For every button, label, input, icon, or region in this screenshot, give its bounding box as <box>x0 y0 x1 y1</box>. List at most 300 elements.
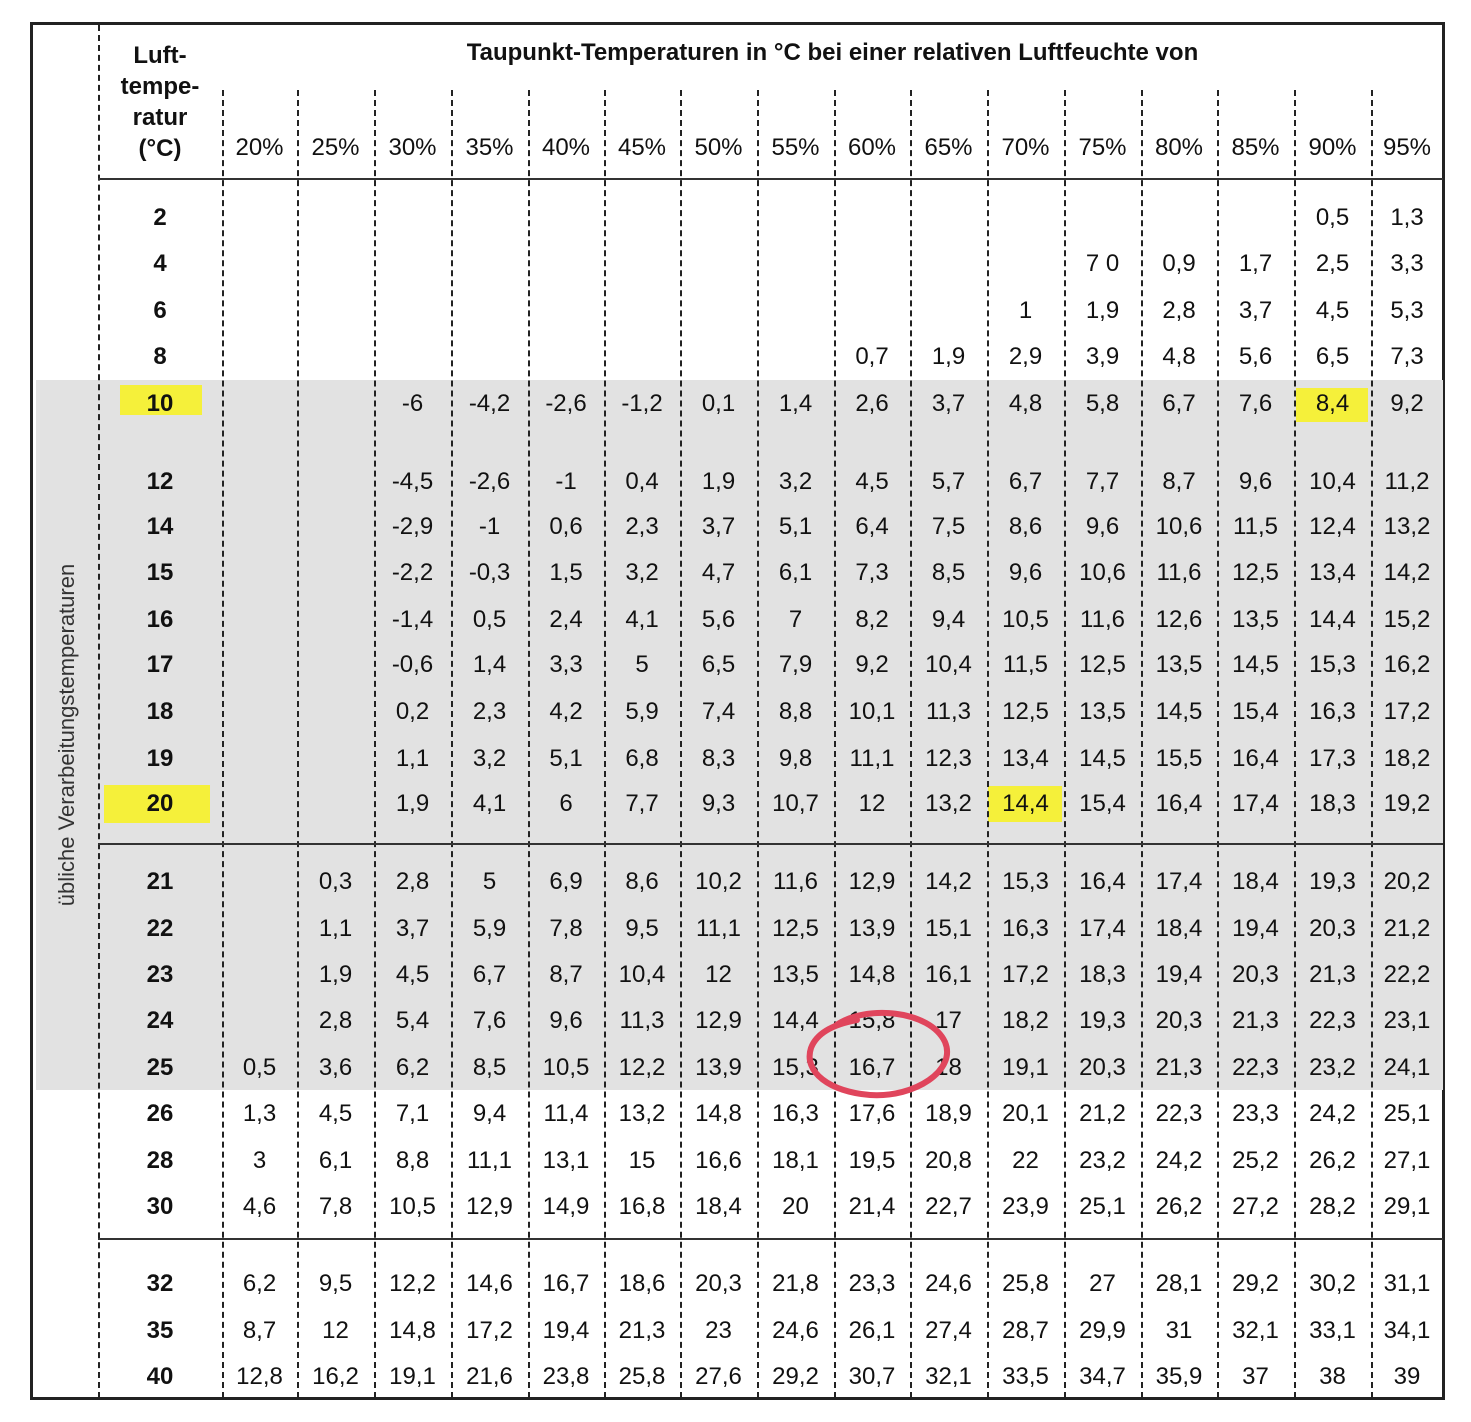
dewpoint-cell: 16,7 <box>542 1270 590 1297</box>
dewpoint-cell: -6 <box>401 390 424 417</box>
dewpoint-cell: 21,3 <box>1309 961 1356 988</box>
dewpoint-cell: 21,3 <box>618 1317 666 1344</box>
row-air-temp: 28 <box>146 1147 174 1174</box>
dewpoint-cell: 29,9 <box>1079 1317 1126 1344</box>
dewpoint-cell: 9,6 <box>1238 468 1273 495</box>
dewpoint-cell: 5,9 <box>472 915 507 942</box>
dewpoint-cell: 15,2 <box>1383 606 1431 633</box>
row-air-temp: 16 <box>146 606 174 633</box>
dewpoint-cell: 0,5 <box>1315 204 1350 231</box>
dewpoint-cell: 11,6 <box>773 868 818 895</box>
dewpoint-cell: 9,5 <box>318 1270 353 1297</box>
row-group-divider <box>98 1238 1443 1240</box>
dewpoint-cell: -2,2 <box>391 559 434 586</box>
dewpoint-cell: 14,5 <box>1232 651 1279 678</box>
dewpoint-cell: 33,5 <box>1002 1363 1049 1390</box>
dewpoint-table <box>30 22 1445 1400</box>
dewpoint-cell: -0,6 <box>391 651 434 678</box>
row-air-temp: 26 <box>146 1100 174 1127</box>
dewpoint-cell: 38 <box>1319 1363 1346 1390</box>
dewpoint-cell: 18,4 <box>1232 868 1279 895</box>
dewpoint-cell: 4,8 <box>1008 390 1043 417</box>
table-title: Taupunkt-Temperaturen in °C bei einer relativen Luftfeuchte von <box>466 39 1199 66</box>
dewpoint-cell: 14,5 <box>1155 698 1203 725</box>
dewpoint-cell: -2,6 <box>468 468 511 495</box>
dewpoint-cell: 13,5 <box>1232 606 1279 633</box>
dewpoint-cell: 11,1 <box>849 745 895 772</box>
dewpoint-cell: 5,6 <box>1238 343 1273 370</box>
dewpoint-cell: 19,2 <box>1383 790 1431 817</box>
dewpoint-cell: 1,9 <box>395 790 430 817</box>
dewpoint-cell: 22,7 <box>925 1193 972 1220</box>
dewpoint-cell: 12,5 <box>1232 559 1279 586</box>
dewpoint-cell: 3,9 <box>1085 343 1120 370</box>
dewpoint-cell: -4,5 <box>391 468 434 495</box>
dewpoint-cell: 22 <box>1012 1147 1039 1174</box>
dewpoint-cell: 5,8 <box>1085 390 1120 417</box>
dewpoint-cell: 4,5 <box>855 468 889 495</box>
humidity-column-header: 65% <box>924 134 973 161</box>
dewpoint-cell: 12,4 <box>1309 513 1356 540</box>
dewpoint-cell: 6,1 <box>318 1147 353 1174</box>
dewpoint-cell: 21,3 <box>1155 1054 1203 1081</box>
dewpoint-cell: 8,2 <box>855 606 889 633</box>
dewpoint-cell: 6,5 <box>701 651 736 678</box>
dewpoint-cell: 20,3 <box>1155 1007 1203 1034</box>
dewpoint-cell: 31 <box>1165 1317 1193 1344</box>
dewpoint-cell: 23,9 <box>1002 1193 1049 1220</box>
row-group-divider <box>98 843 1443 845</box>
humidity-column-header: 80% <box>1154 134 1204 161</box>
dewpoint-cell: 8,5 <box>931 559 966 586</box>
row-air-temp: 10 <box>146 390 174 417</box>
dewpoint-cell: 14,2 <box>1383 559 1431 586</box>
dewpoint-cell: 6,7 <box>472 961 507 988</box>
dewpoint-cell: 3,7 <box>395 915 430 942</box>
row-air-temp: 22 <box>146 915 174 942</box>
dewpoint-cell: 29,1 <box>1383 1193 1431 1220</box>
dewpoint-cell: 6,7 <box>1162 390 1196 417</box>
air-temp-header-line: (°C) <box>138 135 182 162</box>
dewpoint-cell: 18,1 <box>772 1147 819 1174</box>
row-air-temp: 8 <box>153 343 167 370</box>
dewpoint-cell: 1,5 <box>549 559 583 586</box>
dewpoint-cell: 3,6 <box>318 1054 353 1081</box>
row-air-temp: 32 <box>146 1270 174 1297</box>
dewpoint-cell: 19,5 <box>848 1147 896 1174</box>
dewpoint-cell: 4,5 <box>1315 297 1350 324</box>
humidity-column-header: 40% <box>541 134 591 161</box>
dewpoint-cell: 16,7 <box>848 1054 896 1081</box>
dewpoint-cell: 28,2 <box>1309 1193 1356 1220</box>
dewpoint-cell: 18,3 <box>1079 961 1126 988</box>
dewpoint-cell: 28,1 <box>1155 1270 1203 1297</box>
dewpoint-cell: 15,8 <box>848 1007 896 1034</box>
dewpoint-cell: 13,9 <box>848 915 896 942</box>
dewpoint-cell: 7 0 <box>1085 250 1120 277</box>
dewpoint-cell: 21,2 <box>1079 1100 1126 1127</box>
dewpoint-cell: 6,2 <box>395 1054 430 1081</box>
humidity-column-header: 25% <box>311 134 360 161</box>
dewpoint-cell: 4,6 <box>242 1193 277 1220</box>
dewpoint-cell: 18,6 <box>618 1270 666 1297</box>
dewpoint-cell: 0,4 <box>625 468 659 495</box>
dewpoint-cell: 3,2 <box>778 468 813 495</box>
dewpoint-cell: 12,9 <box>848 868 896 895</box>
dewpoint-cell: 10,4 <box>925 651 972 678</box>
humidity-column-header: 35% <box>465 134 514 161</box>
dewpoint-cell: 24,6 <box>925 1270 972 1297</box>
dewpoint-cell: 8,5 <box>472 1054 507 1081</box>
dewpoint-cell: 3,3 <box>549 651 583 678</box>
dewpoint-cell: 7,3 <box>1390 343 1424 370</box>
dewpoint-cell: 5 <box>635 651 649 678</box>
dewpoint-cell: 14,6 <box>466 1270 513 1297</box>
row-air-temp: 12 <box>146 468 174 495</box>
row-air-temp: 2 <box>153 204 167 231</box>
dewpoint-cell: 7,3 <box>855 559 889 586</box>
dewpoint-cell: 16,2 <box>1383 651 1431 678</box>
dewpoint-cell: 19,3 <box>1079 1007 1126 1034</box>
dewpoint-cell: 11,1 <box>696 915 741 942</box>
dewpoint-cell: 23,3 <box>1232 1100 1279 1127</box>
dewpoint-cell: 22,3 <box>1309 1007 1356 1034</box>
dewpoint-cell: 1 <box>1018 297 1033 324</box>
row-air-temp: 30 <box>146 1193 174 1220</box>
dewpoint-cell: 13,5 <box>1155 651 1203 678</box>
dewpoint-cell: 9,3 <box>701 790 736 817</box>
humidity-column-header: 75% <box>1078 134 1127 161</box>
dewpoint-cell: 3,3 <box>1390 250 1424 277</box>
dewpoint-cell: 27,4 <box>925 1317 972 1344</box>
humidity-column-header: 70% <box>1001 134 1050 161</box>
dewpoint-cell: 11,1 <box>467 1147 512 1174</box>
dewpoint-cell: 18,9 <box>925 1100 972 1127</box>
air-temp-header-line: ratur <box>132 104 188 131</box>
row-air-temp: 35 <box>146 1317 174 1344</box>
humidity-column-header: 90% <box>1308 134 1357 161</box>
dewpoint-cell: 14,4 <box>1309 606 1356 633</box>
dewpoint-cell: 10,1 <box>848 698 896 725</box>
dewpoint-cell: 0,5 <box>472 606 507 633</box>
dewpoint-cell: 9,4 <box>472 1100 507 1127</box>
dewpoint-cell: 17,4 <box>1232 790 1279 817</box>
row-air-temp: 4 <box>153 250 167 277</box>
dewpoint-cell: 18,4 <box>1155 915 1203 942</box>
dewpoint-cell: 0,7 <box>855 343 889 370</box>
dewpoint-cell: 7,4 <box>701 698 736 725</box>
dewpoint-cell: 4,1 <box>472 790 507 817</box>
dewpoint-cell: 5,9 <box>625 698 659 725</box>
dewpoint-cell: 11,3 <box>619 1007 665 1034</box>
dewpoint-cell: 8,3 <box>701 745 736 772</box>
dewpoint-cell: 7,1 <box>395 1100 430 1127</box>
dewpoint-cell: 12 <box>858 790 886 817</box>
dewpoint-cell: 29,2 <box>1232 1270 1279 1297</box>
dewpoint-cell: 15,5 <box>1155 745 1203 772</box>
dewpoint-cell: 6,4 <box>855 513 889 540</box>
dewpoint-cell: 5,1 <box>549 745 583 772</box>
dewpoint-cell: 12,5 <box>1079 651 1126 678</box>
dewpoint-cell: 14,9 <box>542 1193 590 1220</box>
dewpoint-cell: 19,1 <box>389 1363 436 1390</box>
humidity-column-header: 50% <box>694 134 743 161</box>
dewpoint-cell: 6,9 <box>549 868 583 895</box>
dewpoint-cell: 6,7 <box>1008 468 1043 495</box>
dewpoint-cell: 19,4 <box>1232 915 1279 942</box>
dewpoint-cell: 20,3 <box>695 1270 742 1297</box>
dewpoint-cell: 2,3 <box>472 698 507 725</box>
dewpoint-cell: 18,2 <box>1383 745 1431 772</box>
dewpoint-cell: 25,2 <box>1232 1147 1279 1174</box>
dewpoint-cell: 17,2 <box>466 1317 513 1344</box>
row-air-temp: 17 <box>146 651 174 678</box>
dewpoint-cell: 17,4 <box>1155 868 1203 895</box>
dewpoint-cell: 7,6 <box>1238 390 1273 417</box>
row-air-temp: 21 <box>146 868 174 895</box>
dewpoint-cell: 12 <box>322 1317 349 1344</box>
dewpoint-cell: 14,8 <box>695 1100 742 1127</box>
dewpoint-cell: 10,4 <box>618 961 666 988</box>
dewpoint-cell: 23,3 <box>848 1270 896 1297</box>
dewpoint-cell: 4,2 <box>549 698 583 725</box>
dewpoint-cell: 11,3 <box>926 698 971 725</box>
dewpoint-cell: 15 <box>628 1147 656 1174</box>
dewpoint-cell: 6,8 <box>625 745 659 772</box>
dewpoint-cell: 3,2 <box>625 559 659 586</box>
dewpoint-cell: 32,1 <box>1232 1317 1279 1344</box>
dewpoint-cell: 16,8 <box>618 1193 666 1220</box>
dewpoint-cell: 10,5 <box>1002 606 1049 633</box>
dewpoint-cell: 11,2 <box>1384 468 1430 495</box>
dewpoint-cell: 23,8 <box>542 1363 590 1390</box>
dewpoint-cell: 5,6 <box>701 606 736 633</box>
air-temp-header-line: Luft- <box>133 42 187 69</box>
dewpoint-cell: 10,6 <box>1079 559 1126 586</box>
dewpoint-cell: 18,3 <box>1309 790 1356 817</box>
dewpoint-cell: 2,9 <box>1008 343 1043 370</box>
row-air-temp: 6 <box>153 297 167 324</box>
dewpoint-cell: 7,7 <box>1085 468 1120 495</box>
dewpoint-cell: 18,2 <box>1002 1007 1049 1034</box>
dewpoint-cell: 16,3 <box>1309 698 1356 725</box>
dewpoint-cell: 22,3 <box>1155 1100 1203 1127</box>
dewpoint-cell: 1,4 <box>472 651 507 678</box>
dewpoint-cell: 7,8 <box>549 915 583 942</box>
dewpoint-cell: 23,1 <box>1383 1007 1431 1034</box>
dewpoint-cell: 5,4 <box>395 1007 430 1034</box>
dewpoint-cell: 37 <box>1242 1363 1269 1390</box>
dewpoint-cell: 11,5 <box>1233 513 1278 540</box>
dewpoint-cell: 21,6 <box>466 1363 513 1390</box>
dewpoint-cell: 24,2 <box>1155 1147 1203 1174</box>
dewpoint-cell: 6 <box>559 790 573 817</box>
dewpoint-cell: 20,1 <box>1002 1100 1049 1127</box>
row-air-temp: 40 <box>146 1363 174 1390</box>
dewpoint-cell: 3,7 <box>1238 297 1273 324</box>
dewpoint-cell: 12,5 <box>772 915 819 942</box>
dewpoint-cell: 23,2 <box>1309 1054 1356 1081</box>
dewpoint-cell: 7,6 <box>472 1007 507 1034</box>
humidity-column-header: 60% <box>847 134 897 161</box>
dewpoint-cell: 30,7 <box>848 1363 896 1390</box>
dewpoint-cell: 2,5 <box>1315 250 1350 277</box>
dewpoint-cell: 15,4 <box>1232 698 1279 725</box>
dewpoint-cell: 24,6 <box>772 1317 819 1344</box>
dewpoint-cell: 1,7 <box>1238 250 1273 277</box>
dewpoint-cell: 7,9 <box>778 651 813 678</box>
row-air-temp: 24 <box>146 1007 174 1034</box>
dewpoint-cell: 0,9 <box>1162 250 1196 277</box>
dewpoint-cell: 10,7 <box>772 790 819 817</box>
humidity-column-header: 95% <box>1382 134 1432 161</box>
dewpoint-cell: 11,6 <box>1080 606 1125 633</box>
dewpoint-cell: 16,4 <box>1079 868 1126 895</box>
dewpoint-cell: 1,9 <box>701 468 736 495</box>
dewpoint-cell: 10,4 <box>1309 468 1356 495</box>
dewpoint-cell: 8,4 <box>1315 390 1350 417</box>
dewpoint-cell: 18 <box>935 1054 962 1081</box>
dewpoint-cell: 17,2 <box>1002 961 1049 988</box>
dewpoint-cell: 1,1 <box>395 745 430 772</box>
dewpoint-cell: 0,1 <box>701 390 736 417</box>
dewpoint-cell: 11,6 <box>1156 559 1202 586</box>
dewpoint-cell: 12,9 <box>466 1193 513 1220</box>
dewpoint-cell: 26,1 <box>848 1317 896 1344</box>
dewpoint-cell: 10,6 <box>1155 513 1203 540</box>
dewpoint-cell: 15,3 <box>772 1054 819 1081</box>
dewpoint-cell: 15,1 <box>925 915 972 942</box>
dewpoint-cell: 20,3 <box>1232 961 1279 988</box>
dewpoint-cell: 27,6 <box>695 1363 742 1390</box>
dewpoint-cell: 8,7 <box>1162 468 1196 495</box>
dewpoint-cell: 4,5 <box>318 1100 353 1127</box>
dewpoint-cell: 0,6 <box>549 513 583 540</box>
dewpoint-cell: 14,5 <box>1079 745 1126 772</box>
dewpoint-cell: -1,4 <box>391 606 434 633</box>
dewpoint-cell: 2,8 <box>318 1007 353 1034</box>
humidity-column-header: 55% <box>771 134 820 161</box>
dewpoint-cell: 11,5 <box>1003 651 1048 678</box>
dewpoint-cell: 7 <box>788 606 803 633</box>
dewpoint-cell: 13,4 <box>1309 559 1356 586</box>
dewpoint-cell: 16,1 <box>925 961 972 988</box>
dewpoint-cell: 11,4 <box>543 1100 589 1127</box>
air-temp-header <box>98 40 222 164</box>
dewpoint-cell: 7,8 <box>318 1193 353 1220</box>
dewpoint-cell: 20,3 <box>1309 915 1356 942</box>
dewpoint-cell: 1,9 <box>931 343 966 370</box>
dewpoint-cell: 23,2 <box>1079 1147 1126 1174</box>
dewpoint-cell: 14,8 <box>389 1317 436 1344</box>
dewpoint-cell: 9,6 <box>1085 513 1120 540</box>
dewpoint-cell: 13,5 <box>772 961 819 988</box>
air-temp-header-line: tempe- <box>120 73 200 100</box>
dewpoint-cell: 24,2 <box>1309 1100 1356 1127</box>
dewpoint-cell: 12,6 <box>1155 606 1203 633</box>
dewpoint-cell: 10,5 <box>542 1054 590 1081</box>
dewpoint-cell: 14,4 <box>772 1007 819 1034</box>
dewpoint-cell: 13,1 <box>542 1147 590 1174</box>
dewpoint-cell: 28,7 <box>1002 1317 1049 1344</box>
dewpoint-cell: 13,2 <box>925 790 972 817</box>
dewpoint-cell: 17,4 <box>1079 915 1126 942</box>
row-air-temp: 23 <box>146 961 174 988</box>
dewpoint-cell: 2,3 <box>625 513 659 540</box>
row-group-divider <box>98 178 1443 180</box>
dewpoint-cell: 35,9 <box>1155 1363 1203 1390</box>
dewpoint-cell: 10,5 <box>389 1193 436 1220</box>
dewpoint-cell: 9,8 <box>778 745 813 772</box>
dewpoint-cell: 9,5 <box>625 915 659 942</box>
dewpoint-cell: 12,9 <box>695 1007 742 1034</box>
dewpoint-cell: 3,2 <box>472 745 507 772</box>
dewpoint-cell: 4,1 <box>625 606 659 633</box>
dewpoint-cell: 2,8 <box>395 868 430 895</box>
dewpoint-cell: 16,4 <box>1232 745 1279 772</box>
dewpoint-cell: 13,9 <box>695 1054 742 1081</box>
dewpoint-cell: 16,4 <box>1155 790 1203 817</box>
dewpoint-cell: 39 <box>1393 1363 1421 1390</box>
dewpoint-cell: 32,1 <box>925 1363 972 1390</box>
dewpoint-cell: 27,2 <box>1232 1193 1279 1220</box>
dewpoint-cell: 14,2 <box>925 868 972 895</box>
dewpoint-cell: 8,8 <box>778 698 813 725</box>
dewpoint-cell: 20,2 <box>1383 868 1431 895</box>
dewpoint-cell: 16,3 <box>1002 915 1049 942</box>
dewpoint-cell: 4,7 <box>701 559 736 586</box>
dewpoint-cell: 30,2 <box>1309 1270 1356 1297</box>
dewpoint-cell: -2,9 <box>391 513 434 540</box>
dewpoint-cell: 24,1 <box>1383 1054 1431 1081</box>
dewpoint-cell: 6,2 <box>242 1270 277 1297</box>
row-air-temp: 15 <box>146 559 174 586</box>
dewpoint-cell: 1,9 <box>318 961 353 988</box>
dewpoint-cell: 13,2 <box>1383 513 1431 540</box>
dewpoint-cell: 0,3 <box>318 868 353 895</box>
dewpoint-cell: 1,9 <box>1085 297 1120 324</box>
dewpoint-cell: 27 <box>1089 1270 1116 1297</box>
dewpoint-cell: 13,5 <box>1079 698 1126 725</box>
dewpoint-cell: 10,2 <box>695 868 742 895</box>
dewpoint-cell: 7,5 <box>931 513 966 540</box>
dewpoint-cell: 8,7 <box>242 1317 277 1344</box>
dewpoint-cell: -1 <box>555 468 577 495</box>
row-air-temp: 14 <box>146 513 174 540</box>
dewpoint-cell: 34,1 <box>1383 1317 1431 1344</box>
dewpoint-cell: 9,4 <box>931 606 966 633</box>
dewpoint-cell: 25,8 <box>1002 1270 1049 1297</box>
humidity-column-header: 30% <box>388 134 437 161</box>
dewpoint-cell: 33,1 <box>1309 1317 1356 1344</box>
dewpoint-cell: 12 <box>705 961 732 988</box>
dewpoint-cell: 7,7 <box>625 790 659 817</box>
dewpoint-cell: 9,2 <box>855 651 889 678</box>
dewpoint-cell: -2,6 <box>545 390 587 417</box>
dewpoint-cell: 12,2 <box>618 1054 666 1081</box>
dewpoint-cell: 12,8 <box>236 1363 283 1390</box>
humidity-column-header: 45% <box>617 134 667 161</box>
dewpoint-cell: 0,2 <box>395 698 430 725</box>
dewpoint-cell: 20,3 <box>1079 1054 1126 1081</box>
dewpoint-cell: 8,8 <box>395 1147 430 1174</box>
dewpoint-cell: 4,5 <box>395 961 430 988</box>
dewpoint-cell: 2,4 <box>549 606 583 633</box>
dewpoint-cell: 1,3 <box>1390 204 1424 231</box>
dewpoint-cell: 23 <box>705 1317 732 1344</box>
dewpoint-cell: 25,8 <box>618 1363 666 1390</box>
dewpoint-cell: 15,4 <box>1079 790 1126 817</box>
